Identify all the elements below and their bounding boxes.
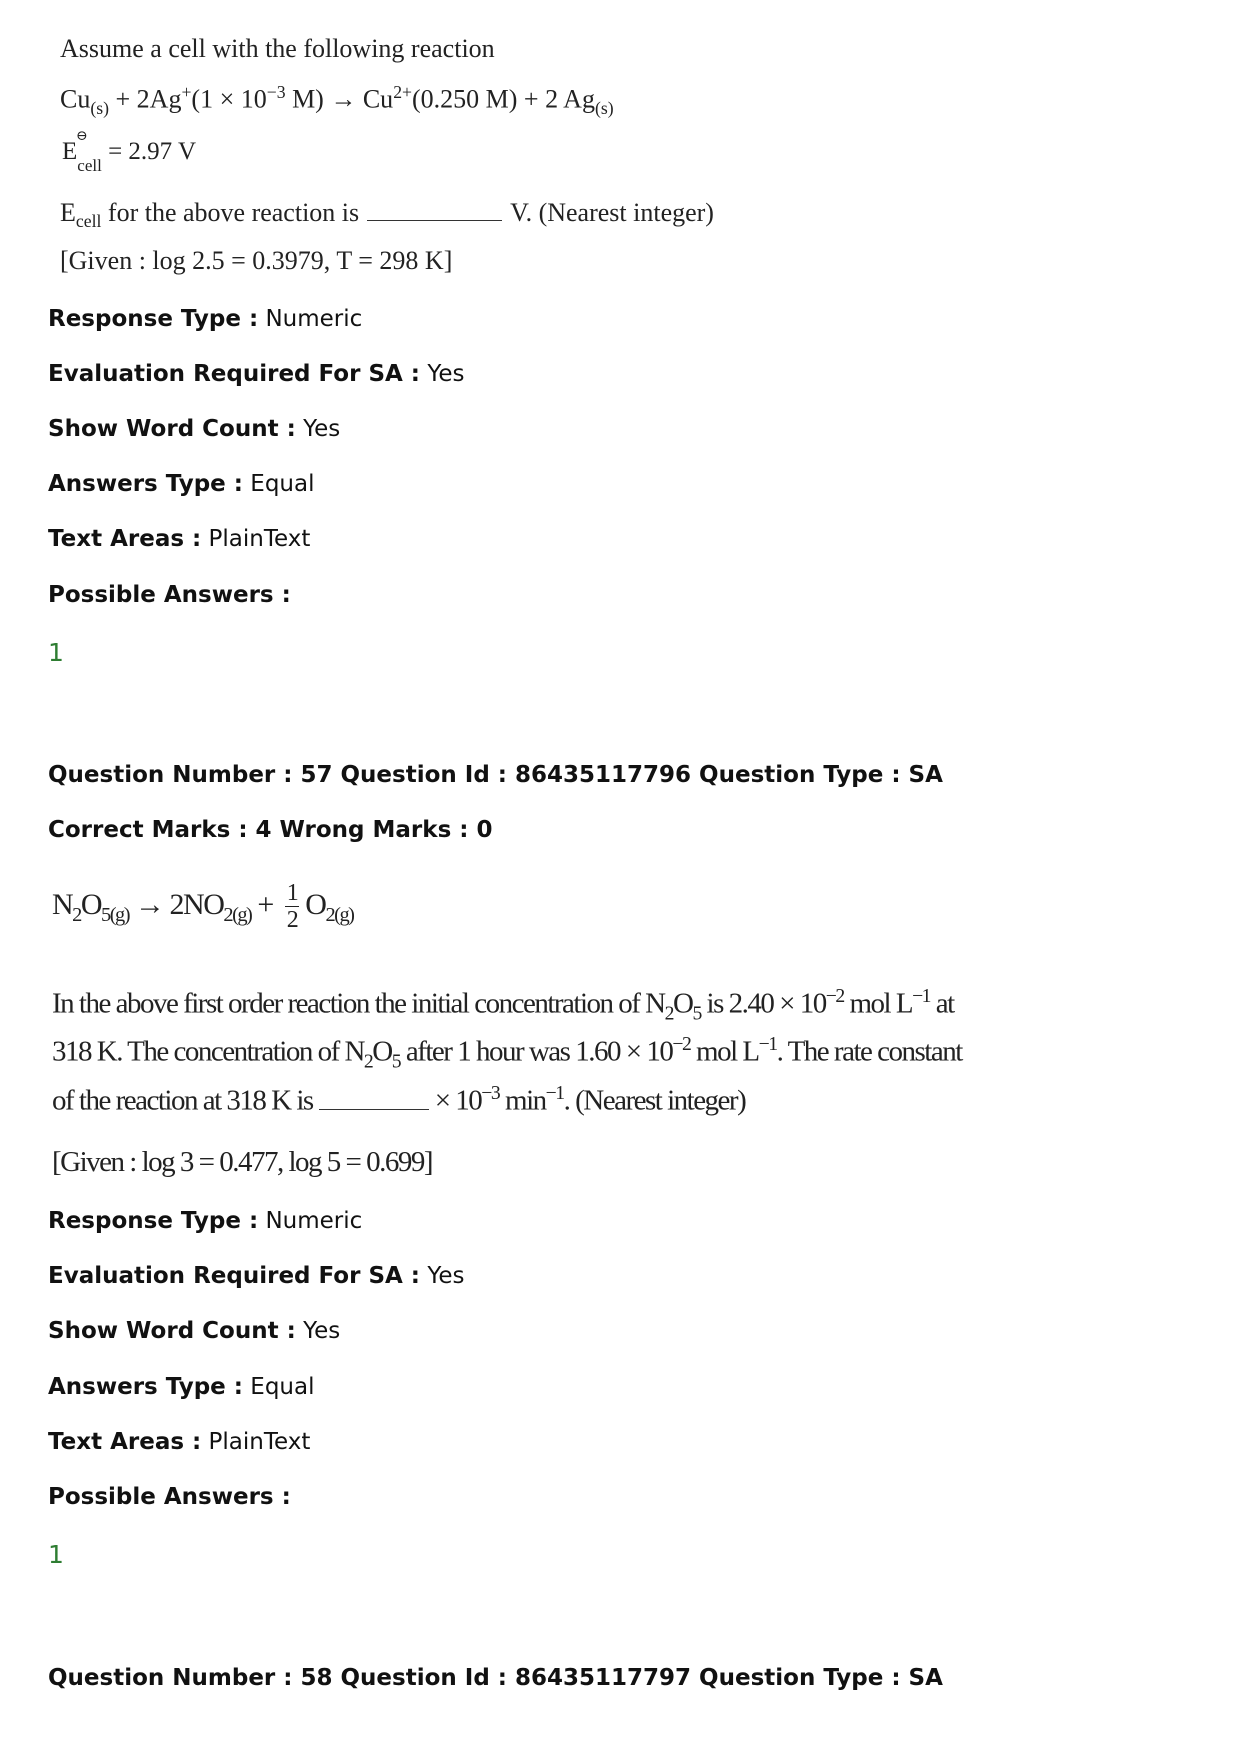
q56-intro: Assume a cell with the following reaction <box>60 34 495 63</box>
q56-show-word-count: Show Word Count : Yes <box>48 416 341 442</box>
q56-answers-type: Answers Type : Equal <box>48 471 315 497</box>
one-half-fraction: $\frac{1}{2}$ <box>286 880 298 934</box>
answer-blank <box>319 1108 429 1110</box>
q57-show-word-count: Show Word Count : Yes <box>48 1318 341 1344</box>
q58-header: Question Number : 58 Question Id : 86435117797 Question Type : SA <box>48 1665 943 1691</box>
q56-standard-potential: E ⊖ $_{cell}$ = 2.97 V <box>62 129 197 175</box>
q56-given: [Given : log 2.5 = 0.3979, T = 298 K] <box>60 246 453 275</box>
q57-paragraph-line-1: In the above first order reaction the initial concentration of $N_2O_5$ is $2.40 \times 10^{-2}$ mol $L^{-1}$ at <box>52 985 954 1025</box>
q57-given: [Given : log 3 = 0.477, log 5 = 0.699] <box>52 1146 433 1178</box>
q57-paragraph-line-2: 318 K. The concentration of $N_2O_5$ after 1 hour was $1.60 \times 10^{-2}$ mol $L^{-1}$. The rate constant <box>52 1033 962 1073</box>
q56-response-type: Response Type : Numeric <box>48 306 363 332</box>
q57-marks: Correct Marks : 4 Wrong Marks : 0 <box>48 817 493 843</box>
q56-answer-value: 1 <box>48 638 64 667</box>
q56-ecell-question: $E_{cell}$ for the above reaction is V. (Nearest integer) <box>60 198 714 232</box>
q57-possible-answers: Possible Answers : <box>48 1484 291 1510</box>
q56-reaction-equation: $Cu_{(s)} + 2Ag^+(1 \times 10^{-3}$ $M) \to Cu^{2+}(0.250$ M) + 2 $Ag_{(s)}$ <box>60 82 614 118</box>
q57-evaluation-required: Evaluation Required For SA : Yes <box>48 1263 465 1289</box>
q57-reaction-equation: $N_2O_{5(g)} \to 2NO_{2(g)}$ + $\frac{1}{2}$ $O_{2(g)}$ <box>52 880 354 934</box>
answer-blank <box>367 219 502 221</box>
q57-response-type: Response Type : Numeric <box>48 1208 363 1234</box>
q56-text-areas: Text Areas : PlainText <box>48 526 311 552</box>
q57-header: Question Number : 57 Question Id : 86435117796 Question Type : SA <box>48 762 943 788</box>
q57-answer-value: 1 <box>48 1540 64 1569</box>
q56-evaluation-required: Evaluation Required For SA : Yes <box>48 361 465 387</box>
q57-paragraph-line-3: of the reaction at 318 K is × $10^{-3}$ $\min^{-1}$. (Nearest integer) <box>52 1082 746 1117</box>
q57-answers-type: Answers Type : Equal <box>48 1374 315 1400</box>
q56-possible-answers: Possible Answers : <box>48 582 291 608</box>
q57-text-areas: Text Areas : PlainText <box>48 1429 311 1455</box>
